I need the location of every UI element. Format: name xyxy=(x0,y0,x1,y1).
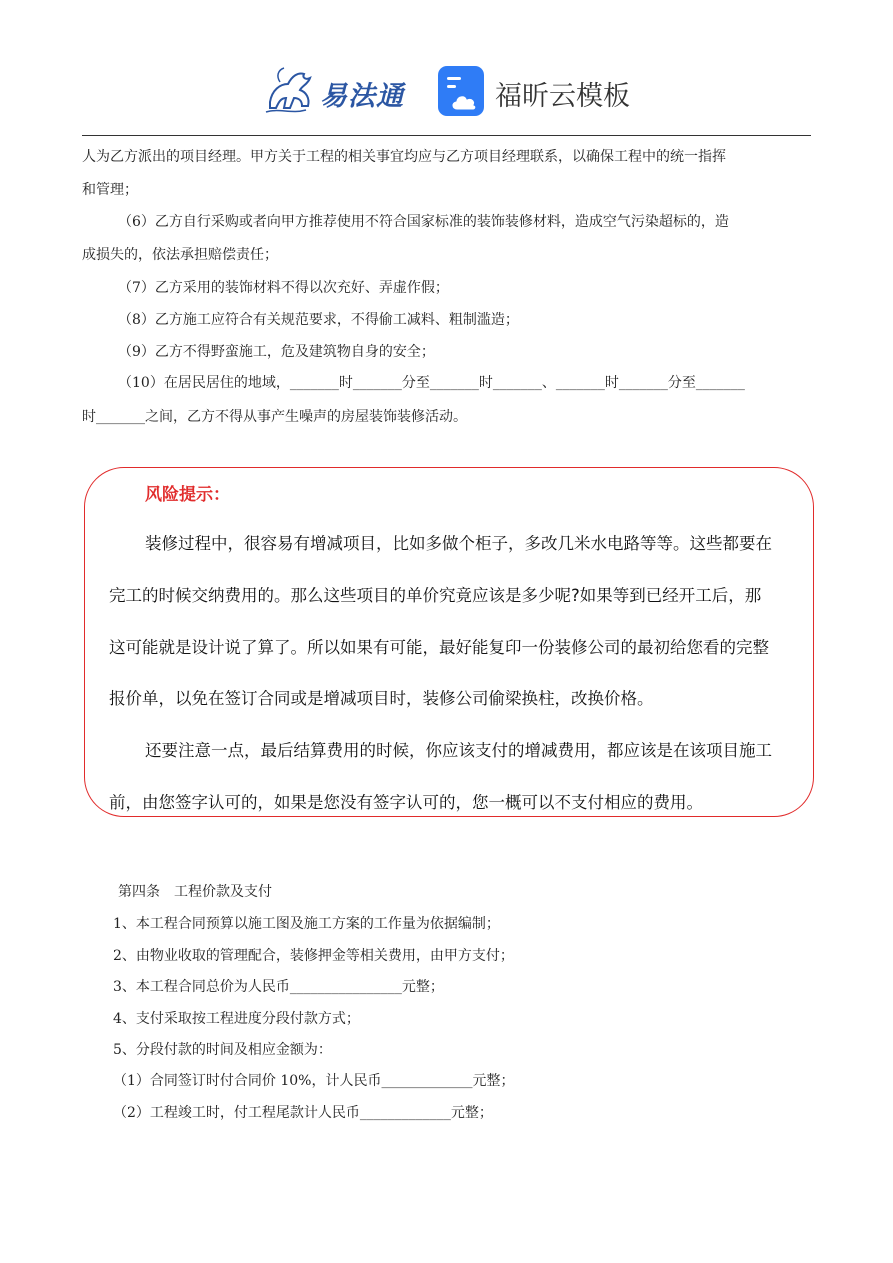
foxit-template-logo xyxy=(437,64,637,120)
risk-tip-line: 还要注意一点，最后结算费用的时候，你应该支付的增减费用，都应该是在该项目施工 xyxy=(145,741,772,760)
paragraph-line: （7）乙方采用的装饰材料不得以次充好、弄虚作假； xyxy=(118,280,449,296)
page-header xyxy=(0,60,893,124)
article-line: （1）合同签订时付合同价 10%，计人民币_____________元整； xyxy=(113,1073,515,1089)
risk-tip-line: 装修过程中，很容易有增减项目，比如多做个柜子，多改几米水电路等等。这些都要在 xyxy=(145,534,772,553)
risk-tip-line: 这可能就是设计说了算了。所以如果有可能，最好能复印一份装修公司的最初给您看的完整 xyxy=(109,638,769,657)
paragraph-line: 人为乙方派出的项目经理。甲方关于工程的相关事宜均应与乙方项目经理联系，以确保工程中的统一指挥 xyxy=(82,149,726,165)
header-divider xyxy=(82,135,811,136)
article-line: 2、由物业收取的管理配合，装修押金等相关费用，由甲方支付； xyxy=(113,948,514,964)
yifatong-logo xyxy=(262,62,414,118)
risk-tip-line: 前，由您签字认可的，如果是您没有签字认可的，您一概可以不支付相应的费用。 xyxy=(109,793,703,812)
paragraph-line: 时_______之间，乙方不得从事产生噪声的房屋装饰装修活动。 xyxy=(82,409,467,425)
cloud-document-icon xyxy=(437,64,487,118)
article-line: 1、本工程合同预算以施工图及施工方案的工作量为依据编制； xyxy=(113,916,500,932)
qilin-icon xyxy=(262,62,322,120)
article-line: 3、本工程合同总价为人民币________________元整； xyxy=(113,979,444,995)
paragraph-line: （8）乙方施工应符合有关规范要求，不得偷工减料、粗制滥造； xyxy=(118,312,519,328)
risk-tip-line: 完工的时候交纳费用的。那么这些项目的单价究竟应该是多少呢?如果等到已经开工后，那 xyxy=(109,586,762,605)
article-line: 4、支付采取按工程进度分段付款方式； xyxy=(113,1011,360,1027)
article-heading: 第四条 工程价款及支付 xyxy=(118,884,272,900)
paragraph-line: 和管理； xyxy=(82,182,138,198)
paragraph-line: （6）乙方自行采购或者向甲方推荐使用不符合国家标准的装饰装修材料，造成空气污染超标的，造 xyxy=(118,214,729,230)
risk-tip-title: 风险提示： xyxy=(145,485,230,505)
foxit-template-logo-text: 福昕云模板 xyxy=(495,81,630,112)
paragraph-line: （10）在居民居住的地域，_______时_______分至_______时_______、_______时_______分至_______ xyxy=(118,375,745,391)
risk-tip-line: 报价单，以免在签订合同或是增减项目时，装修公司偷梁换柱，改换价格。 xyxy=(109,689,654,708)
article-line: （2）工程竣工时，付工程尾款计人民币_____________元整； xyxy=(113,1105,493,1121)
paragraph-line: （9）乙方不得野蛮施工，危及建筑物自身的安全； xyxy=(118,344,435,360)
paragraph-line: 成损失的，依法承担赔偿责任； xyxy=(82,247,278,263)
article-line: 5、分段付款的时间及相应金额为： xyxy=(113,1042,332,1058)
yifatong-logo-text: 易法通 xyxy=(320,81,404,112)
risk-tip-box xyxy=(84,467,814,817)
